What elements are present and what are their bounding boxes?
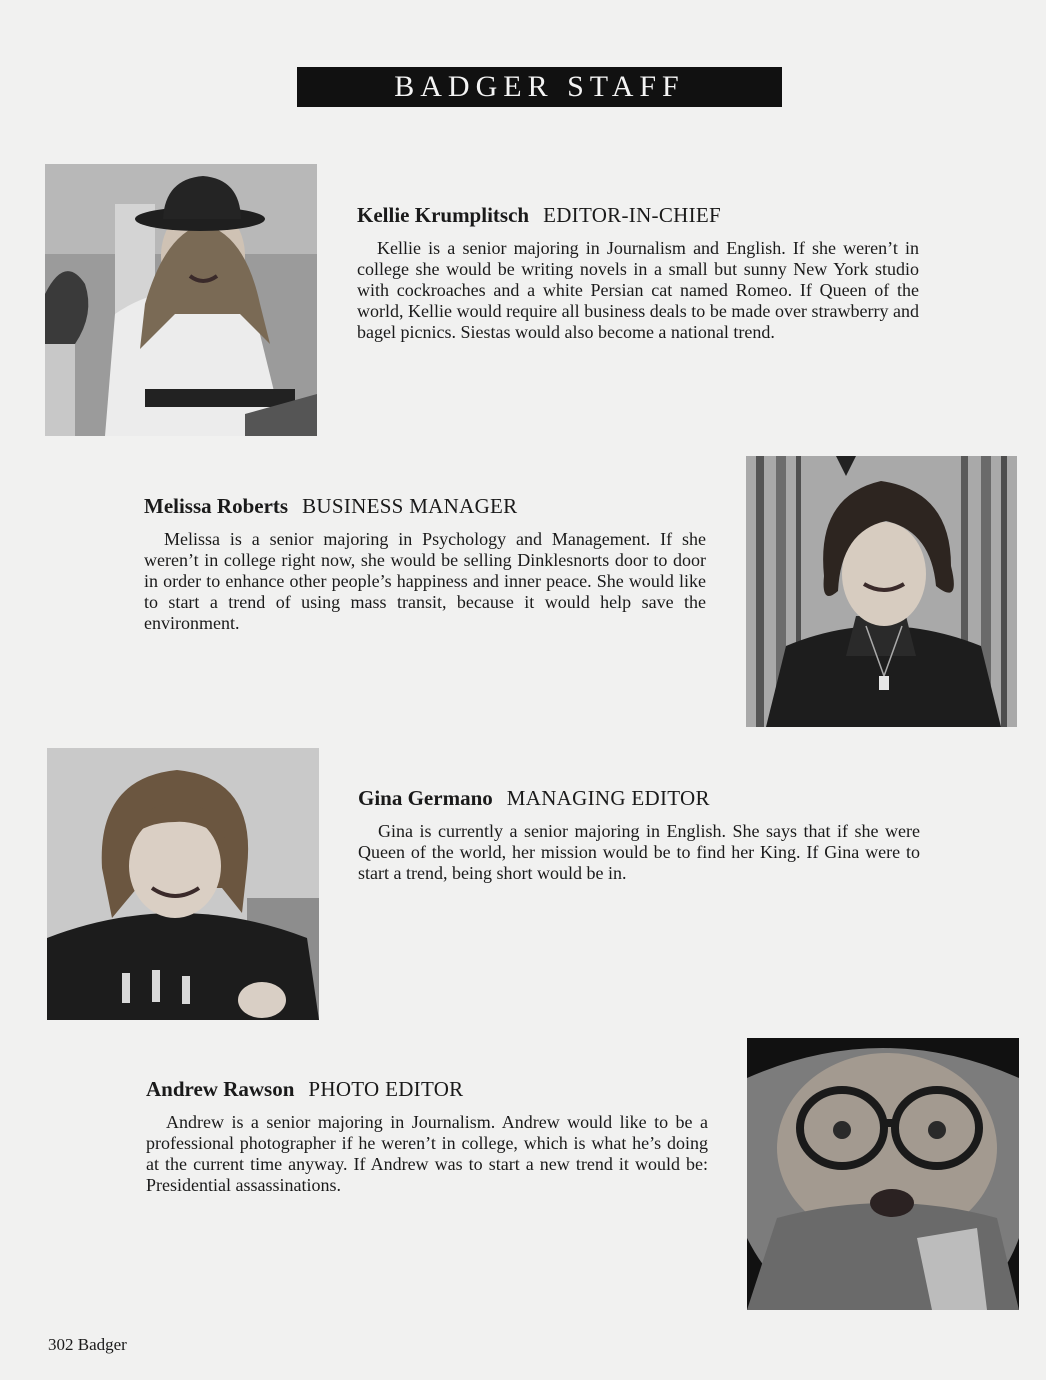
staff-bio: Melissa is a senior majoring in Psychology and Management. If she weren’t in college right now, she would be selling Dinklesnorts door to door in order to enhance other people’s happiness and inner peace. She would like to start a trend of using mass transit, because it would help save the environment.	[144, 529, 706, 633]
page-title: BADGER STAFF	[394, 70, 685, 103]
staff-role: BUSINESS MANAGER	[302, 494, 518, 518]
staff-bio: Kellie is a senior majoring in Journalism and English. If she weren’t in college she would be writing novels in a small but sunny New York studio with cockroaches and a white Persian cat named Romeo. If Queen of the world, Kellie would require all business deals to be made over strawberry and bagel picnics. Siestas would also become a national trend.	[357, 238, 919, 342]
staff-name: Melissa Roberts	[144, 494, 289, 518]
portrait-photo-gina	[47, 748, 319, 1020]
staff-name: Kellie Krumplitsch	[357, 203, 530, 227]
staff-entry-4	[146, 1077, 708, 1196]
staff-entry-3	[358, 786, 920, 884]
page-title-banner	[297, 67, 782, 107]
portrait-photo-andrew	[747, 1038, 1019, 1310]
staff-role: EDITOR-IN-CHIEF	[543, 203, 722, 227]
staff-heading	[146, 1077, 708, 1102]
portrait-photo-kellie	[45, 164, 317, 436]
staff-role: PHOTO EDITOR	[308, 1077, 464, 1101]
staff-bio: Gina is currently a senior majoring in English. She says that if she were Queen of the world, her mission would be to find her King. If Gina were to start a trend, being short would be in.	[358, 821, 920, 883]
staff-heading	[357, 203, 919, 228]
staff-role: MANAGING EDITOR	[506, 786, 710, 810]
staff-heading	[358, 786, 920, 811]
staff-bio: Andrew is a senior majoring in Journalism. Andrew would like to be a professional photographer if he weren’t in college, which is what he’s doing at the current time anyway. If Andrew was to start a new trend it would be: Presidential assassinations.	[146, 1112, 708, 1195]
staff-name: Andrew Rawson	[146, 1077, 295, 1101]
staff-entry-1	[357, 203, 919, 343]
staff-entry-2	[144, 494, 706, 634]
staff-heading	[144, 494, 706, 519]
page-folio: 302 Badger	[48, 1335, 127, 1354]
staff-name: Gina Germano	[358, 786, 493, 810]
portrait-photo-melissa	[746, 456, 1017, 727]
